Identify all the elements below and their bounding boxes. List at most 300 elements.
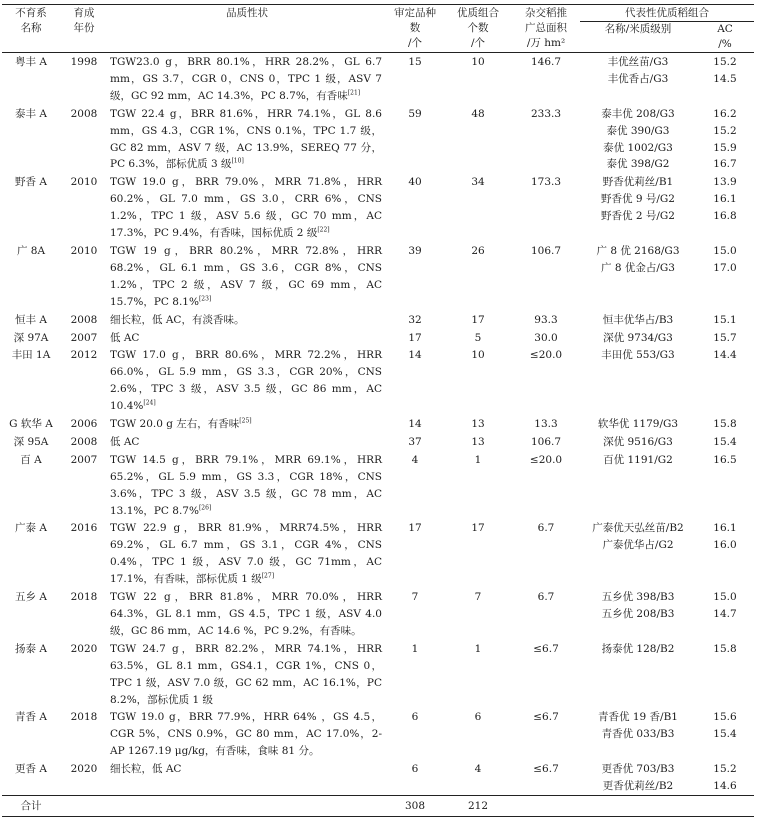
sterile-line-name-text: 更香 A (15, 763, 47, 776)
approved-count-text: 32 (408, 313, 422, 326)
breeding-year (60, 53, 108, 105)
quality-traits-text: TGW 22.9 g，BRR 81.9%，MRR74.5%，HRR 69.2%，GL 6.7 mm，GS 3.1，CGR 4%，CNS 0.4%，TPC 1 级，ASV 7.0 级，GC 71mm，AC 17.1%，有香味，部标优质 1 级 (110, 522, 382, 586)
rep-combo-name: 五乡优 398/B3 (601, 591, 675, 604)
breeding-year-text: 2008 (70, 435, 98, 448)
combo-count (444, 588, 512, 640)
quality-traits-text: 细长粒，低 AC，有淡香味。 (110, 313, 245, 326)
rep-combo-name: 泰丰优 208/G3 (601, 107, 675, 120)
sterile-line-name-text: 扬泰 A (15, 642, 47, 655)
sterile-line-name (2, 173, 60, 242)
approved-count-text: 17 (408, 522, 422, 535)
quality-traits-text: 低 AC (110, 435, 140, 448)
rep-combo-ac-value: 16.1 (713, 522, 737, 535)
approved-count (386, 311, 444, 329)
approved-count (386, 415, 444, 433)
breeding-year-text: 2007 (70, 453, 98, 466)
total-area (512, 795, 580, 816)
rep-combo-names (580, 242, 696, 311)
approved-count-text: 59 (408, 107, 422, 120)
combo-count (444, 105, 512, 174)
reference-marker: [24] (143, 399, 156, 407)
promotion-area-text: 93.3 (534, 313, 558, 326)
combo-count-text: 1 (474, 453, 482, 466)
quality-traits-text: TGW 22.4 g，BRR 81.6%，HRR 74.1%，GL 8.6 mm，GS 4.3，CGR 1%，CNS 0.1%，TPC 1.7 级，GC 82 mm，ASV 7 级，AC 13.9%，SEREQ 77 分，PC 6.3%，部标优质 3 级 (110, 107, 382, 171)
approved-count (386, 105, 444, 174)
rep-combo-ac (696, 588, 754, 640)
combo-count-text: 48 (471, 107, 485, 120)
total-approved-text: 308 (404, 799, 426, 812)
quality-traits (108, 760, 386, 795)
approved-count-text: 6 (411, 763, 419, 776)
promotion-area (512, 173, 580, 242)
rep-combo-ac-value: 15.4 (713, 435, 737, 448)
rep-combo-name: 丰田优 553/G3 (601, 349, 675, 362)
promotion-area (512, 329, 580, 347)
approved-count (386, 588, 444, 640)
quality-traits (108, 105, 386, 174)
rep-combo-name: 泰优 390/G3 (606, 124, 670, 137)
header-rep-group: 代表性优质稻组合 (580, 5, 754, 22)
table-row (2, 329, 754, 347)
rep-combo-ac-value: 15.2 (713, 763, 737, 776)
promotion-area (512, 451, 580, 520)
header-approved: 审定品种 数 /个 (386, 5, 444, 53)
breeding-year-text: 1998 (70, 56, 98, 68)
combo-count-text: 26 (471, 244, 485, 257)
approved-count (386, 708, 444, 760)
rep-combo-ac-value: 15.2 (713, 124, 737, 137)
rep-combo-names (580, 329, 696, 347)
header-sterile-line: 不育系 名称 (2, 5, 60, 53)
breeding-year-text: 2018 (70, 711, 98, 724)
combo-count-text: 17 (471, 313, 485, 326)
sterile-line-name (2, 640, 60, 709)
breeding-year (60, 242, 108, 311)
rep-combo-ac (696, 173, 754, 242)
approved-count-text: 39 (408, 244, 422, 257)
rep-combo-name: 丰优丝苗/G3 (607, 56, 669, 68)
approved-count (386, 53, 444, 105)
combo-count (444, 53, 512, 105)
promotion-area-text: 13.3 (534, 418, 558, 431)
rep-combo-ac-value: 16.8 (713, 210, 737, 223)
sterile-line-name (2, 346, 60, 415)
quality-traits-text: TGW 22 g，BRR 81.8%，MRR 70.0%，HRR 64.3%，GL 8.1 mm，GS 4.5，TPC 1 级，ASV 4.0 级，GC 86 mm，AC 14.6 %，PC 9.2%，有香味。 (110, 591, 382, 637)
approved-count-text: 7 (411, 591, 419, 604)
rep-combo-ac (696, 311, 754, 329)
quality-traits-text: 低 AC (110, 331, 140, 344)
sterile-line-name-text: 野香 A (15, 176, 47, 189)
rep-combo-ac-value: 15.0 (713, 591, 737, 604)
breeding-year (60, 760, 108, 795)
header-combos: 优质组合 个数 /个 (444, 5, 512, 53)
rep-combo-ac-value: 14.4 (713, 349, 737, 362)
quality-traits (108, 329, 386, 347)
combo-count (444, 311, 512, 329)
breeding-year (60, 415, 108, 433)
breeding-year-text: 2016 (70, 522, 98, 535)
table-row (2, 519, 754, 588)
rep-combo-ac (696, 415, 754, 433)
rep-combo-ac-value: 15.4 (713, 728, 737, 741)
rep-combo-ac-value: 14.7 (713, 608, 737, 620)
rep-combo-name: 恒丰优华占/B3 (602, 313, 674, 326)
rep-combo-ac-value: 15.8 (713, 642, 737, 655)
promotion-area (512, 519, 580, 588)
sterile-line-name-text: 五乡 A (15, 591, 47, 604)
promotion-area (512, 242, 580, 311)
rep-combo-names (580, 760, 696, 795)
approved-count-text: 40 (408, 176, 422, 189)
sterile-line-name-text: 青香 A (15, 711, 47, 724)
breeding-year-text: 2010 (70, 176, 98, 189)
combo-count-text: 1 (474, 642, 482, 655)
sterile-line-name-text: G 软华 A (9, 418, 53, 431)
sterile-line-name (2, 519, 60, 588)
rep-combo-names (580, 311, 696, 329)
rep-combo-name: 丰优香占/G3 (607, 72, 669, 85)
sterile-line-name (2, 760, 60, 795)
quality-traits-text: TGW 24.7 g，BRR 82.2%，MRR 74.1%，HRR 63.5%，GL 8.1 mm，GS4.1，CGR 1%，CNS 0，TPC 1 级，ASV 7.0 级，GC 62 mm，AC 16.1%，PC 8.2%，部标优质 1 级 (110, 642, 382, 706)
header-rep-name: 名称/米质级别 (580, 22, 696, 53)
combo-count (444, 346, 512, 415)
rep-combo-name: 扬泰优 128/B2 (601, 642, 675, 655)
rep-combo-ac (696, 329, 754, 347)
breeding-year-text: 2010 (70, 244, 98, 257)
breeding-year (60, 451, 108, 520)
promotion-area (512, 760, 580, 795)
quality-traits-text: TGW 14.5 g，BRR 79.1%，MRR 69.1%，HRR 65.2%，GL 5.9 mm，GS 3.3，CGR 18%，CNS 3.6%，TPC 3 级，ASV 3.5 级，GC 78 mm，AC 13.1%，PC 8.7% (110, 453, 382, 517)
combo-count-text: 10 (471, 349, 485, 362)
sterile-line-name (2, 588, 60, 640)
sterile-line-name (2, 53, 60, 105)
rep-combo-name: 深优 9734/G3 (603, 331, 673, 344)
rep-combo-names (580, 640, 696, 709)
rep-combo-ac-value: 15.7 (713, 331, 737, 344)
rep-combo-ac-value: 14.5 (713, 72, 737, 85)
combo-count-text: 13 (471, 418, 485, 431)
rice-sterile-line-table (2, 4, 754, 817)
rep-combo-name: 广泰优华占/G2 (602, 539, 674, 552)
rep-combo-ac (696, 760, 754, 795)
approved-count (386, 329, 444, 347)
approved-count-text: 14 (408, 349, 422, 362)
approved-count-text: 14 (408, 418, 422, 431)
sterile-line-name (2, 311, 60, 329)
table-row (2, 760, 754, 795)
header-traits: 品质性状 (108, 5, 386, 53)
sterile-line-name-text: 广泰 A (15, 522, 47, 535)
approved-count (386, 433, 444, 451)
total-combos (444, 795, 512, 816)
rep-combo-name: 更香优莉丝/B2 (602, 780, 674, 793)
combo-count-text: 7 (474, 591, 482, 604)
combo-count (444, 519, 512, 588)
quality-traits (108, 519, 386, 588)
promotion-area (512, 53, 580, 105)
rep-combo-name: 青香优 033/B3 (601, 728, 675, 741)
rep-combo-name: 广 8 优金占/G3 (601, 261, 675, 274)
combo-count-text: 4 (474, 763, 482, 776)
sterile-line-name-text: 深 95A (13, 435, 49, 448)
rep-combo-name: 野香优 9 号/G2 (601, 193, 675, 206)
breeding-year-text: 2012 (70, 349, 98, 362)
quality-traits-text: TGW 17.0 g，BRR 80.6%，MRR 72.2%，HRR 66.0%，GL 5.9 mm，GS 3.3，CGR 20%，CNS 2.6%，TPC 3 级，ASV 3.5 级，GC 86 mm，AC 10.4% (110, 349, 382, 413)
promotion-area-text: ≤6.7 (533, 642, 559, 655)
quality-traits-text: TGW23.0 g，BRR 80.1%，HRR 28.2%，GL 6.7 mm，GS 3.7，CGR 0，CNS 0，TPC 1 级，ASV 7 级，GC 92 mm，AC 14.3%，PC 8.7%，有香味 (110, 56, 382, 102)
sterile-line-name-text: 粤丰 A (15, 56, 47, 68)
rep-combo-ac (696, 708, 754, 760)
breeding-year (60, 640, 108, 709)
quality-traits (108, 708, 386, 760)
combo-count (444, 760, 512, 795)
breeding-year (60, 105, 108, 174)
total-year (60, 795, 108, 816)
combo-count (444, 451, 512, 520)
promotion-area-text: ≤20.0 (529, 349, 563, 362)
rep-combo-ac-value: 14.6 (713, 780, 737, 793)
approved-count (386, 242, 444, 311)
rep-combo-ac-value: 16.5 (713, 453, 737, 466)
rep-combo-ac (696, 105, 754, 174)
approved-count-text: 1 (411, 642, 419, 655)
rep-combo-name: 广 8 优 2168/G3 (596, 244, 680, 257)
rep-combo-ac-value: 15.0 (713, 244, 737, 257)
reference-marker: [22] (317, 226, 330, 234)
reference-marker: [21] (347, 89, 361, 97)
combo-count (444, 708, 512, 760)
combo-count-text: 13 (471, 435, 485, 448)
rep-combo-ac-value: 13.9 (713, 176, 737, 189)
breeding-year-text: 2006 (70, 418, 98, 431)
approved-count (386, 640, 444, 709)
breeding-year (60, 311, 108, 329)
rep-combo-name: 泰优 398/G2 (606, 158, 670, 171)
promotion-area-text: ≤20.0 (529, 453, 563, 466)
combo-count-text: 5 (474, 331, 482, 344)
reference-marker: [25] (239, 417, 252, 425)
sterile-line-name (2, 708, 60, 760)
quality-traits (108, 242, 386, 311)
header-area: 杂交稻推 广总面积 /万 hm² (512, 5, 580, 53)
quality-traits (108, 415, 386, 433)
rep-combo-names (580, 105, 696, 174)
breeding-year-text: 2020 (70, 763, 98, 776)
promotion-area-text: 106.7 (530, 244, 562, 257)
rep-combo-name: 更香优 703/B3 (601, 763, 675, 776)
breeding-year-text: 2008 (70, 107, 98, 120)
breeding-year (60, 433, 108, 451)
promotion-area-text: 6.7 (537, 591, 555, 604)
rep-combo-name: 五乡优 208/B3 (601, 608, 675, 620)
rep-combo-name: 百优 1191/G2 (603, 453, 673, 466)
breeding-year-text: 2008 (70, 313, 98, 326)
rep-combo-names (580, 433, 696, 451)
table-body (2, 53, 754, 817)
sterile-line-name-text: 丰田 1A (11, 349, 51, 362)
reference-marker: [10] (231, 157, 244, 165)
rep-combo-ac (696, 242, 754, 311)
promotion-area-text: 173.3 (530, 176, 562, 189)
rep-combo-ac (696, 53, 754, 105)
rep-combo-name: 野香优莉丝/B1 (602, 176, 674, 189)
quality-traits (108, 311, 386, 329)
combo-count (444, 640, 512, 709)
quality-traits (108, 53, 386, 105)
reference-marker: [23] (198, 295, 212, 303)
total-combos-text: 212 (467, 799, 489, 812)
promotion-area-text: 233.3 (530, 107, 562, 120)
total-approved (386, 795, 444, 816)
breeding-year (60, 329, 108, 347)
header-ac: AC /% (696, 22, 754, 53)
quality-traits-text: TGW 20.0 g 左右，有香味 (110, 418, 240, 431)
quality-traits (108, 451, 386, 520)
rep-combo-name: 广泰优天弘丝苗/B2 (592, 522, 684, 535)
rep-combo-names (580, 451, 696, 520)
rep-combo-names (580, 588, 696, 640)
quality-traits-text: 细长粒，低 AC (110, 763, 182, 776)
breeding-year-text: 2020 (70, 642, 98, 655)
rep-combo-names (580, 346, 696, 415)
quality-traits (108, 173, 386, 242)
approved-count (386, 451, 444, 520)
breeding-year (60, 519, 108, 588)
combo-count (444, 329, 512, 347)
breeding-year (60, 708, 108, 760)
table-row (2, 708, 754, 760)
total-row (2, 795, 754, 816)
breeding-year (60, 588, 108, 640)
sterile-line-name-text: 恒丰 A (15, 313, 47, 326)
breeding-year (60, 173, 108, 242)
sterile-line-name-text: 深 97A (13, 331, 49, 344)
rep-combo-ac-value: 15.2 (713, 56, 737, 68)
table-row (2, 451, 754, 520)
rep-combo-name: 软华优 1179/G3 (597, 418, 679, 431)
breeding-year-text: 2007 (70, 331, 98, 344)
table-row (2, 346, 754, 415)
rep-combo-names (580, 415, 696, 433)
promotion-area (512, 311, 580, 329)
rep-combo-names (580, 53, 696, 105)
rep-combo-ac-value: 16.1 (713, 193, 737, 206)
rep-combo-ac-value: 16.0 (713, 539, 737, 552)
total-traits (108, 795, 386, 816)
sterile-line-name (2, 451, 60, 520)
combo-count (444, 415, 512, 433)
total-rep-name (580, 795, 696, 816)
promotion-area (512, 105, 580, 174)
promotion-area-text: 30.0 (534, 331, 558, 344)
reference-marker: [26] (198, 504, 212, 512)
sterile-line-name-text: 百 A (20, 453, 42, 466)
promotion-area (512, 346, 580, 415)
rep-combo-ac-value: 15.9 (713, 141, 737, 154)
approved-count-text: 17 (408, 331, 422, 344)
promotion-area-text: ≤6.7 (533, 711, 559, 724)
sterile-line-name (2, 242, 60, 311)
promotion-area (512, 415, 580, 433)
rep-combo-ac (696, 346, 754, 415)
breeding-year (60, 346, 108, 415)
promotion-area-text: 6.7 (537, 522, 555, 535)
approved-count (386, 760, 444, 795)
rep-combo-names (580, 173, 696, 242)
quality-traits (108, 588, 386, 640)
promotion-area (512, 708, 580, 760)
promotion-area-text: 106.7 (530, 435, 562, 448)
quality-traits-text: TGW 19 g，BRR 80.2%，MRR 72.8%，HRR 68.2%，GL 6.1 mm，GS 3.6，CGR 8%，CNS 1.2%，TPC 2 级，ASV 7 级，GC 69 mm，AC 15.7%，PC 8.1% (110, 244, 382, 308)
breeding-year-text: 2018 (70, 591, 98, 604)
quality-traits-text: TGW 19.0 g，BRR 77.9%，HRR 64% ，GS 4.5，CGR 5%，CNS 0.9%，GC 80 mm，AC 17.0%，2-AP 1267.19 μg/kg，有香味，食味 81 分。 (110, 711, 382, 758)
sterile-line-name-text: 广 8A (16, 244, 46, 257)
table-row (2, 433, 754, 451)
table-row (2, 640, 754, 709)
rep-combo-name: 泰优 1002/G3 (603, 141, 673, 154)
sterile-line-name (2, 415, 60, 433)
approved-count (386, 346, 444, 415)
total-label-text: 合计 (20, 799, 42, 812)
rep-combo-names (580, 708, 696, 760)
combo-count-text: 10 (471, 56, 485, 68)
combo-count (444, 173, 512, 242)
quality-traits (108, 346, 386, 415)
table-row (2, 415, 754, 433)
reference-marker: [27] (261, 572, 275, 580)
quality-traits (108, 640, 386, 709)
combo-count (444, 433, 512, 451)
promotion-area (512, 433, 580, 451)
rep-combo-name: 野香优 2 号/G2 (601, 210, 675, 223)
rep-combo-name: 深优 9516/G3 (603, 435, 673, 448)
table-row (2, 53, 754, 105)
approved-count-text: 15 (408, 56, 422, 68)
quality-traits (108, 433, 386, 451)
rep-combo-names (580, 519, 696, 588)
rep-combo-ac-value: 16.7 (713, 158, 737, 171)
rep-combo-ac-value: 15.1 (713, 313, 737, 326)
promotion-area (512, 588, 580, 640)
header-year: 育成 年份 (60, 5, 108, 53)
table-row (2, 588, 754, 640)
approved-count-text: 6 (411, 711, 419, 724)
total-label (2, 795, 60, 816)
approved-count (386, 519, 444, 588)
approved-count (386, 173, 444, 242)
total-ac (696, 795, 754, 816)
sterile-line-name-text: 泰丰 A (15, 107, 47, 120)
rep-combo-ac-value: 15.8 (713, 418, 737, 431)
table-row (2, 242, 754, 311)
rep-combo-ac-value: 15.6 (713, 711, 737, 724)
table-row (2, 105, 754, 174)
sterile-line-name (2, 329, 60, 347)
rep-combo-ac-value: 16.2 (713, 107, 737, 120)
rep-combo-name: 青香优 19 香/B1 (598, 711, 678, 724)
quality-traits-text: TGW 19.0 g，BRR 79.0%，MRR 71.8%，HRR 60.2%，GL 7.0 mm，GS 3.0，CRR 6%，CNS 1.2%，TPC 1 级，ASV 5.6 级，GC 70 mm，AC 17.3%，PC 9.4%，有香味，国标优质 2 级 (110, 176, 382, 240)
combo-count-text: 17 (471, 522, 485, 535)
sterile-line-name (2, 105, 60, 174)
promotion-area-text: ≤6.7 (533, 763, 559, 776)
rep-combo-ac-value: 17.0 (713, 261, 737, 274)
promotion-area-text: 146.7 (530, 56, 562, 68)
table-row (2, 311, 754, 329)
combo-count-text: 34 (471, 176, 485, 189)
rep-combo-ac (696, 451, 754, 520)
approved-count-text: 37 (408, 435, 422, 448)
approved-count-text: 4 (411, 453, 419, 466)
